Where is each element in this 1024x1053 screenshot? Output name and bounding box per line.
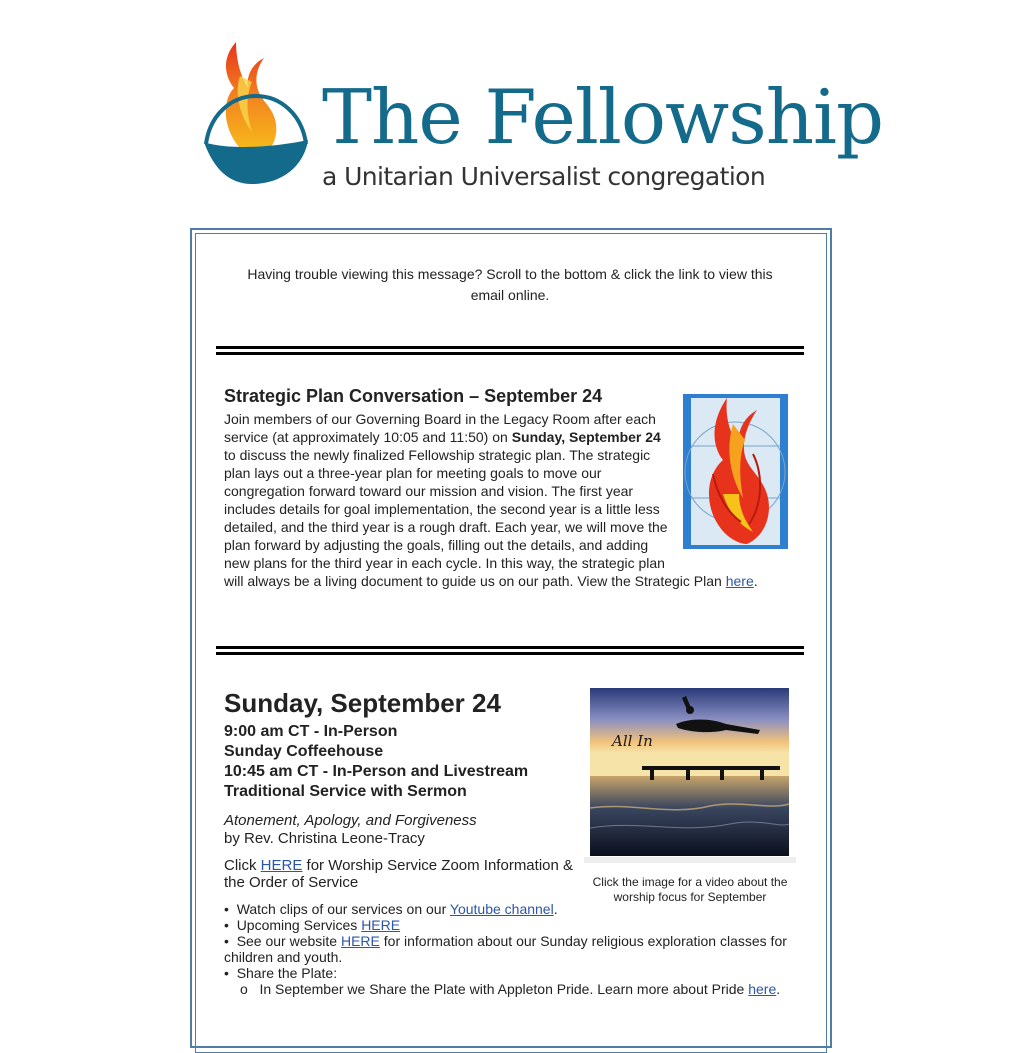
section-divider [216,646,804,655]
sermon-info [224,812,580,848]
section-divider [216,346,804,355]
strategic-plan-date: Sunday, September 24 [511,429,661,445]
zoom-info [224,857,580,891]
strategic-plan-text-1: Join members of our Governing Board in the Legacy Room after each service (at approximately 10:05 and 11:50) on [224,411,656,445]
email-header [0,0,1024,225]
zoom-info-prefix: Click [224,857,261,874]
sub-bullet-icon: o [240,981,248,997]
strategic-plan-text-2: to discuss the newly finalized Fellowship strategic plan. The strategic plan lays out a three-year plan for meeting goals to move our congregation forward toward our mission and vision. The first year includes details for goal implementation, the second year is a little less detailed, and the third year is a rough draft. Each year, we will move the plan forward by adjusting the goals, filling out the details, and adding new plans for the third year in each cycle. In this way, the strategic plan will always be a living document to guide us on our path. View the Strategic Plan [224,447,726,589]
zoom-info-suffix: for Worship Service Zoom Information & the Order of Service [224,857,574,891]
list-item [224,917,792,933]
chalice-flame-logo [200,36,312,188]
sunday-service-info [224,686,580,891]
service-time-1: 9:00 am CT - In-Person [224,723,398,740]
service-time-2: 10:45 am CT - In-Person and Livestream [224,763,529,780]
bullet-text: for information about our Sunday religious exploration classes for children and youth. [224,933,787,965]
info-bullet-list [224,901,792,997]
service-name-2: Traditional Service with Sermon [224,783,467,800]
website-link[interactable]: HERE [340,933,380,949]
sermon-title: Atonement, Apology, and Forgiveness [224,812,477,829]
image-caption-text: All In [612,732,653,750]
upcoming-services-link[interactable]: HERE [361,917,401,933]
image-shadow [584,857,796,863]
list-item [224,901,792,917]
sermon-speaker: by Rev. Christina Leone-Tracy [224,830,425,847]
strategic-plan-heading: Strategic Plan Conversation – September 24 [224,386,603,406]
bullet-text: . [776,981,781,997]
bullet-icon: • [224,933,229,949]
strategic-plan-link[interactable]: here [725,573,754,589]
stained-glass-flame-image[interactable] [683,394,788,549]
list-item [224,981,792,997]
bullet-icon: • [224,917,229,933]
all-in-video-image[interactable] [590,688,789,856]
bullet-text: In September we Share the Plate with Appleton Pride. Learn more about Pride [259,981,749,997]
list-item [224,933,792,965]
strategic-plan-body [224,410,792,590]
sunday-date-heading: Sunday, September 24 [224,688,501,718]
logo-subtitle: a Unitarian Universalist congregation [322,162,766,191]
view-online-notice: Having trouble viewing this message? Scroll to the bottom & click the link to view this email online. [247,266,773,303]
bullet-text: Share the Plate: [236,965,338,981]
youtube-channel-link[interactable]: Youtube channel [449,901,554,917]
bullet-text: Upcoming Services [236,917,362,933]
strategic-plan-text-end: . [753,573,758,589]
bullet-text: Watch clips of our services on our [236,901,450,917]
zoom-info-link[interactable]: HERE [260,857,303,874]
bullet-text: . [553,901,558,917]
bullet-icon: • [224,965,229,981]
service-name-1: Sunday Coffeehouse [224,743,384,760]
bullet-text: See our website [236,933,341,949]
logo-title: The Fellowship [322,73,883,161]
pride-link[interactable]: here [748,981,777,997]
bullet-icon: • [224,901,229,917]
list-item [224,965,792,981]
worship-video-block [584,688,796,905]
video-caption: Click the image for a video about the worship focus for September [592,875,788,904]
service-times [224,722,580,802]
